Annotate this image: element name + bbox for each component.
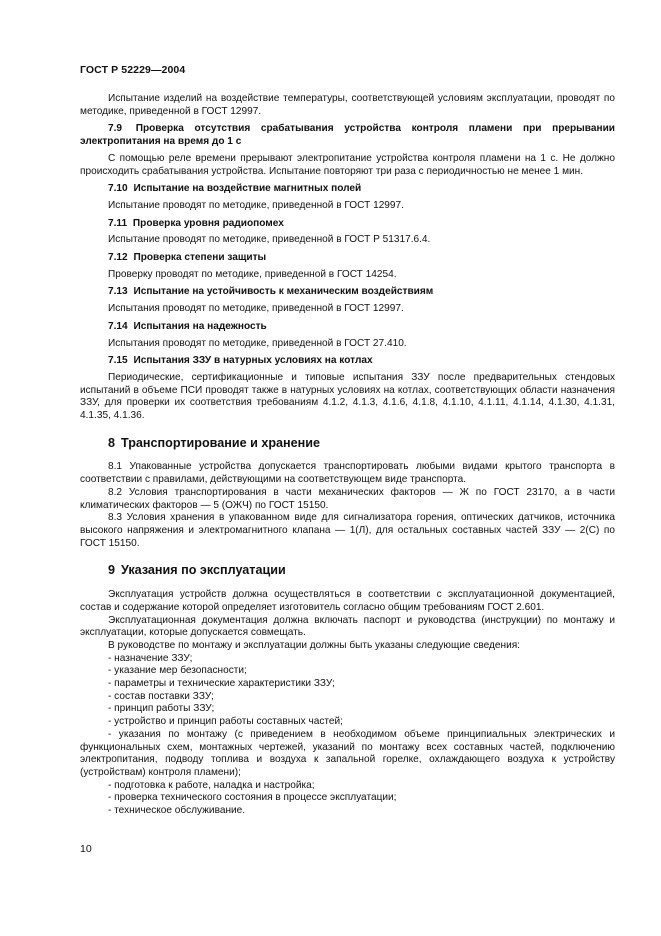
- section-8-1-text: 8.1 Упакованные устройства допускается транспортировать любыми видами крытого транспорта в соответствии с правилами, действующими на соответствующем виде транспорта.: [80, 461, 615, 486]
- section-9-heading: [80, 564, 615, 577]
- section-7-9-text: С помощью реле времени прерывают электропитание устройства контроля пламени на 1 с. Не должно происходить срабатывания устройства. Испытание повторяют три раза с периодичностью не менее 1 мин.: [80, 152, 615, 177]
- section-number: 7.13: [108, 286, 128, 298]
- section-7-12-heading: [80, 252, 615, 265]
- section-7-9-heading: [80, 123, 615, 148]
- section-title: Проверка степени защиты: [133, 252, 267, 264]
- section-title: Испытания на надежность: [133, 320, 267, 332]
- section-number: 7.12: [108, 252, 128, 264]
- list-item: - устройство и принцип работы составных частей;: [108, 716, 343, 728]
- section-number: 7.10: [108, 183, 128, 195]
- section-title: Проверка отсутствия срабатывания устройства контроля пламени при прерывании электропитания на время до 1 с: [80, 123, 615, 148]
- document-body: [80, 93, 615, 818]
- list-item: - указание мер безопасности;: [108, 665, 247, 677]
- list-item: - техническое обслуживание.: [108, 805, 246, 817]
- section-7-15-heading: [80, 355, 615, 368]
- section-7-13-heading: [80, 286, 615, 299]
- section-title: Испытание на воздействие магнитных полей: [133, 183, 362, 195]
- section-title: Испытания ЗЗУ в натурных условиях на котлах: [133, 355, 373, 367]
- section-number: 7.15: [108, 355, 128, 367]
- section-7-10-heading: [80, 183, 615, 196]
- list-item: - подготовка к работе, наладка и настройка;: [108, 779, 315, 791]
- section-8-2-text: 8.2 Условия транспортирования в части механических факторов — Ж по ГОСТ 23170, а в части климатических факторов — 5 (ОЖЧ) по ГОСТ 15150.: [80, 486, 615, 511]
- section-9-paragraph-3: В руководстве по монтажу и эксплуатации должны быть указаны следующие сведения:: [108, 639, 520, 651]
- section-number: 9: [108, 563, 116, 578]
- page-number: 10: [80, 843, 92, 855]
- section-7-12-text: Проверку проводят по методике, приведенной в ГОСТ 14254.: [108, 268, 397, 280]
- section-title: Испытание на устойчивость к механическим воздействиям: [133, 286, 434, 298]
- section-7-13-text: Испытания проводят по методике, приведенной в ГОСТ 12997.: [108, 303, 404, 315]
- section-number: 8: [108, 435, 116, 450]
- section-number: 7.9: [108, 123, 123, 135]
- section-9-paragraph-1: Эксплуатация устройств должна осуществляться в соответствии с эксплуатационной документацией, состав и содержание которой определяет изготовитель согласно общим требованиям ГОСТ 2.601.: [80, 589, 615, 613]
- intro-paragraph: Испытание изделий на воздействие температуры, соответствующей условиям эксплуатации, проводят по методике, приведенной в ГОСТ 12997.: [80, 93, 615, 117]
- list-item: - указания по монтажу (с приведением в необходимом объеме принципиальных электрических и функциональных схем, монтажных чертежей, указаний по монтажу всех составных частей, подключению электропитания, подводу топлива и воздуха к запальной горелке, охлаждающего воздуха к устройству (устройствам) контроля пламени);: [80, 728, 615, 778]
- list-item: - проверка технического состояния в процессе эксплуатации;: [108, 792, 397, 804]
- section-7-10-text: Испытание проводят по методике, приведенной в ГОСТ 12997.: [108, 199, 404, 211]
- section-7-11-heading: [80, 218, 615, 231]
- section-7-11-text: Испытание проводят по методике, приведенной в ГОСТ Р 51317.6.4.: [108, 234, 431, 246]
- list-item: - параметры и технические характеристики ЗЗУ;: [108, 678, 335, 690]
- section-title: Проверка уровня радиопомех: [132, 217, 284, 229]
- list-item: - назначение ЗЗУ;: [108, 652, 193, 664]
- section-number: 7.14: [108, 320, 128, 332]
- section-8-heading: [80, 437, 615, 450]
- section-7-14-text: Испытания проводят по методике, приведенной в ГОСТ 27.410.: [108, 337, 407, 349]
- section-9-paragraph-2: Эксплуатационная документация должна включать паспорт и руководства (инструкции) по монтажу и эксплуатации, которые допускается совмещать.: [80, 614, 615, 639]
- section-8-3-text: 8.3 Условия хранения в упакованном виде для сигнализатора горения, оптических датчиков, источника высокого напряжения и электромагнитного клапана — 1(Л), для остальных составных частей ЗЗУ — 2(С) по ГОСТ 15150.: [80, 512, 615, 549]
- document-code-header: ГОСТ Р 52229—2004: [80, 64, 186, 76]
- section-title: Указания по эксплуатации: [121, 563, 286, 578]
- list-item: - состав поставки ЗЗУ;: [108, 690, 214, 702]
- section-number: 7.11: [108, 217, 128, 229]
- section-7-14-heading: [80, 321, 615, 334]
- requirements-list: [80, 653, 615, 818]
- section-7-15-text: Периодические, сертификационные и типовые испытания ЗЗУ после предварительных стендовых испытаний в объеме ПСИ проводят также в натурных условиях на котлах, соответствующих области назначения ЗЗУ, для проверки их соответствия требованиям 4.1.2, 4.1.3, 4.1.6, 4.1.8, 4.1.10, 4.1.11, 4.1.14, 4.1.30, 4.1.31, 4.1.35, 4.1.36.: [80, 371, 615, 422]
- section-title: Транспортирование и хранение: [121, 435, 320, 450]
- list-item: - принцип работы ЗЗУ;: [108, 703, 215, 715]
